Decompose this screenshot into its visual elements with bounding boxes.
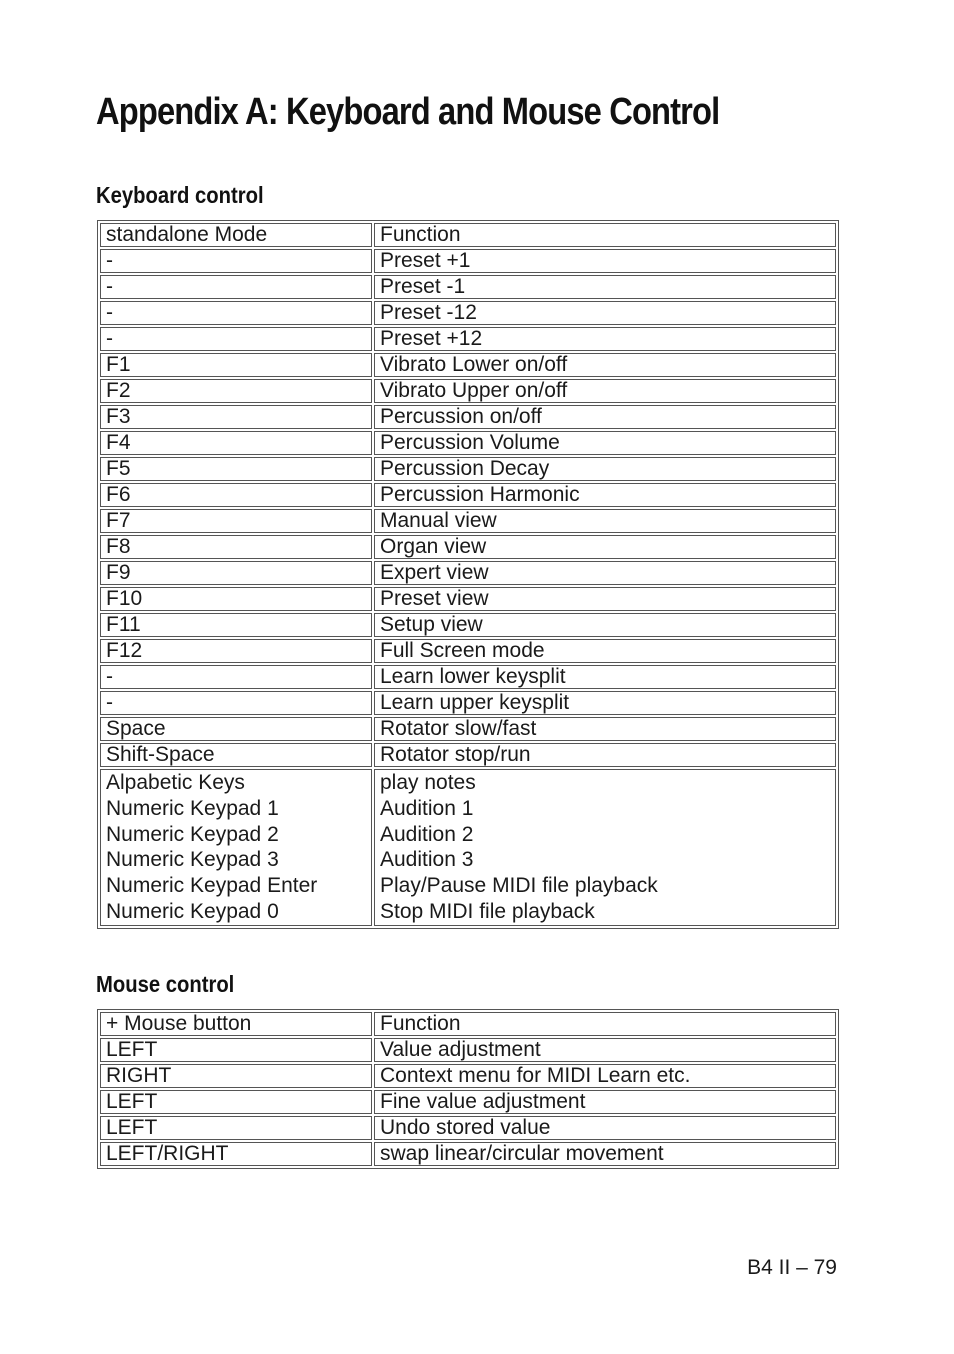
key-cell: LEFT	[100, 1038, 372, 1062]
key-line: Alpabetic Keys	[106, 771, 245, 794]
function-cell: Organ view	[374, 535, 836, 559]
table-row	[100, 613, 836, 637]
key-line: Numeric Keypad Enter	[106, 874, 318, 898]
table-row	[100, 483, 836, 507]
key-cell: -	[100, 327, 372, 351]
function-cell: Preset +12	[374, 327, 836, 351]
key-cell: F7	[100, 509, 372, 533]
key-cell: F12	[100, 639, 372, 663]
function-cell: Expert view	[374, 561, 836, 585]
table-header-cell: Function	[374, 1012, 836, 1036]
key-cell: F3	[100, 405, 372, 429]
key-line: Numeric Keypad 2	[106, 822, 279, 846]
key-cell: Shift-Space	[100, 743, 372, 767]
table-row	[100, 457, 836, 481]
table-row	[100, 535, 836, 559]
table-row	[100, 353, 836, 377]
function-line: Audition 1	[380, 796, 474, 820]
mouse-control-table	[97, 1009, 839, 1169]
table-row	[100, 639, 836, 663]
function-cell: Vibrato Lower on/off	[374, 353, 836, 377]
key-cell: F8	[100, 535, 372, 559]
table-header-cell: Function	[374, 223, 836, 247]
table-row-multiline	[100, 769, 836, 926]
keyboard-control-table	[97, 220, 839, 929]
function-line: Stop MIDI file playback	[380, 899, 595, 923]
table-row	[100, 561, 836, 585]
key-line: Numeric Keypad 0	[106, 899, 279, 923]
key-cell: F10	[100, 587, 372, 611]
function-cell: Percussion on/off	[374, 405, 836, 429]
function-cell: Preset -1	[374, 275, 836, 299]
mouse-control-heading: Mouse control	[96, 971, 235, 997]
table-row	[100, 509, 836, 533]
key-cell: F11	[100, 613, 372, 637]
key-cell	[100, 769, 372, 926]
key-cell: F4	[100, 431, 372, 455]
function-cell: Preset view	[374, 587, 836, 611]
key-cell: F6	[100, 483, 372, 507]
table-row	[100, 743, 836, 767]
function-cell: Rotator stop/run	[374, 743, 836, 767]
table-header-row	[100, 223, 836, 247]
function-line: Audition 2	[380, 822, 474, 846]
table-row	[100, 327, 836, 351]
function-cell: Undo stored value	[374, 1116, 836, 1140]
table-header-cell: standalone Mode	[100, 223, 372, 247]
function-cell: Percussion Volume	[374, 431, 836, 455]
key-cell: F9	[100, 561, 372, 585]
function-cell: Learn upper keysplit	[374, 691, 836, 715]
table-header-cell: + Mouse button	[100, 1012, 372, 1036]
keyboard-control-heading: Keyboard control	[96, 182, 264, 208]
key-cell: LEFT/RIGHT	[100, 1142, 372, 1166]
table-row	[100, 379, 836, 403]
function-cell: Context menu for MIDI Learn etc.	[374, 1064, 836, 1088]
table-row	[100, 249, 836, 273]
key-line: Numeric Keypad 3	[106, 848, 279, 872]
key-cell: LEFT	[100, 1090, 372, 1114]
function-cell: Manual view	[374, 509, 836, 533]
key-cell: LEFT	[100, 1116, 372, 1140]
function-cell: Setup view	[374, 613, 836, 637]
table-row	[100, 301, 836, 325]
function-cell: Fine value adjustment	[374, 1090, 836, 1114]
key-cell: -	[100, 665, 372, 689]
table-row	[100, 1038, 836, 1062]
key-cell: F5	[100, 457, 372, 481]
key-cell: -	[100, 301, 372, 325]
table-row	[100, 431, 836, 455]
table-row	[100, 665, 836, 689]
function-cell: Vibrato Upper on/off	[374, 379, 836, 403]
function-cell: Percussion Harmonic	[374, 483, 836, 507]
key-cell: Space	[100, 717, 372, 741]
table-header-row	[100, 1012, 836, 1036]
key-cell: RIGHT	[100, 1064, 372, 1088]
page-title: Appendix A: Keyboard and Mouse Control	[96, 91, 720, 133]
key-cell: -	[100, 249, 372, 273]
function-cell: Full Screen mode	[374, 639, 836, 663]
table-row	[100, 405, 836, 429]
table-row	[100, 1116, 836, 1140]
function-cell: Preset +1	[374, 249, 836, 273]
key-cell: F2	[100, 379, 372, 403]
page-number: B4 II – 79	[747, 1256, 837, 1279]
table-row	[100, 717, 836, 741]
table-row	[100, 691, 836, 715]
function-cell: swap linear/circular movement	[374, 1142, 836, 1166]
table-row	[100, 1142, 836, 1166]
function-line: Play/Pause MIDI file playback	[380, 874, 658, 898]
table-row	[100, 1090, 836, 1114]
key-cell: -	[100, 275, 372, 299]
key-line: Numeric Keypad 1	[106, 796, 279, 820]
function-cell: Preset -12	[374, 301, 836, 325]
function-line: Audition 3	[380, 848, 474, 872]
function-cell	[374, 769, 836, 926]
table-row	[100, 275, 836, 299]
table-row	[100, 587, 836, 611]
key-cell: F1	[100, 353, 372, 377]
function-cell: Value adjustment	[374, 1038, 836, 1062]
table-row	[100, 1064, 836, 1088]
key-cell: -	[100, 691, 372, 715]
function-cell: Learn lower keysplit	[374, 665, 836, 689]
function-cell: Rotator slow/fast	[374, 717, 836, 741]
function-cell: Percussion Decay	[374, 457, 836, 481]
function-line: play notes	[380, 771, 476, 794]
